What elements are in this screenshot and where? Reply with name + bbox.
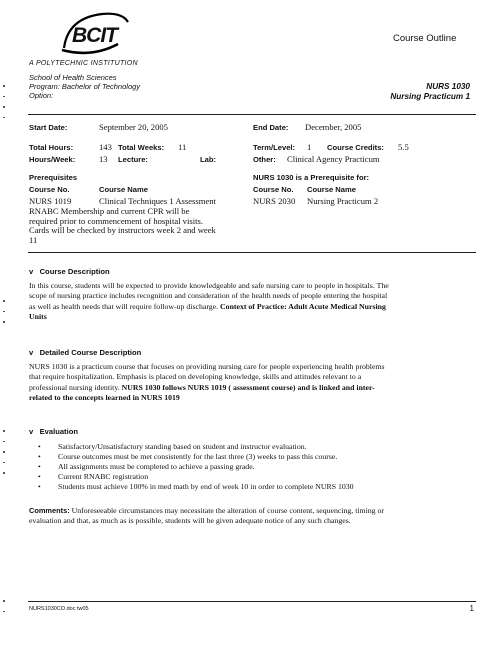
lecture-label: Lecture:: [118, 155, 148, 164]
section-title: Course Description: [39, 267, 110, 276]
evaluation-item-text: Satisfactory/Unsatisfactory standing based on student and instructor evaluation.: [58, 442, 307, 451]
footer-filename: NURS1030CO.doc tw05: [29, 606, 89, 612]
total-hours-label: Total Hours:: [29, 143, 74, 152]
course-heading: [390, 82, 470, 102]
evaluation-item: [38, 452, 468, 462]
evaluation-item: [38, 462, 468, 472]
linked-course-note: NURS 1030 follows NURS 1019 ( assessment course) and is linked and inter-: [121, 382, 375, 392]
prereq-col-course-name: Course Name: [99, 185, 148, 194]
prereq-for-col-course-name: Course Name: [307, 185, 356, 194]
prereq-course-no: NURS 1019: [29, 196, 72, 206]
margin-dots-mid: [3, 300, 7, 332]
total-weeks-label: Total Weeks:: [118, 143, 165, 152]
prereq-note-line: Cards will be checked by instructors week 2 and week: [29, 225, 216, 236]
evaluation-item-text: All assignments must be completed to achieve a passing grade.: [58, 462, 255, 471]
prereq-course-name: Clinical Techniques 1 Assessment: [99, 196, 216, 206]
school-name: School of Health Sciences: [29, 73, 117, 82]
comments-label: Comments:: [29, 506, 70, 515]
hours-week-label: Hours/Week:: [29, 155, 76, 164]
bullet: •: [38, 462, 41, 471]
section-title: Detailed Course Description: [39, 348, 142, 357]
linked-course-note-end: related to the concepts learned in NURS 1019: [29, 393, 180, 403]
term-level-value: 1: [307, 142, 312, 152]
prerequisites-title: Prerequisites: [29, 173, 78, 182]
paragraph-line: that require hospitalization. Emphasis is placed on developing knowledge, skills and attitudes relevant to a: [29, 372, 362, 382]
prereq-col-course-no: Course No.: [29, 185, 70, 194]
total-hours-value: 143: [99, 142, 112, 152]
bullet: •: [38, 452, 41, 461]
detailed-description-heading: [29, 348, 141, 357]
section-marker: v: [29, 267, 34, 276]
comments-block: [29, 506, 477, 527]
total-weeks-value: 11: [178, 142, 187, 152]
section-marker: v: [29, 348, 34, 357]
hours-week-value: 13: [99, 154, 108, 164]
prereq-for-title: NURS 1030 is a Prerequisite for:: [253, 173, 370, 182]
program-info: [29, 73, 140, 100]
paragraph-line: [29, 383, 477, 393]
bullet: •: [38, 472, 41, 481]
margin-dots-top: [3, 85, 7, 127]
comments-line: [29, 506, 477, 516]
evaluation-list: [38, 442, 468, 492]
footer-divider: [28, 601, 476, 602]
other-label: Other:: [253, 155, 276, 164]
course-description-body: [29, 281, 477, 323]
end-date-value: December, 2005: [305, 122, 362, 132]
comments-line: evaluation and that, as much as is possible, students will be given adequate notice of any such changes.: [29, 516, 351, 526]
prereq-note-line: RNABC Membership and current CPR will be: [29, 206, 190, 216]
margin-dots-low: [3, 430, 7, 483]
bullet: •: [38, 442, 41, 451]
prereq-for-col-course-no: Course No.: [253, 185, 294, 194]
evaluation-item: [38, 442, 468, 452]
section-marker: v: [29, 427, 34, 436]
context-of-practice-end: Units: [29, 312, 47, 322]
divider: [28, 114, 476, 115]
program-name: Program: Bachelor of Technology: [29, 82, 141, 91]
prereq-for-course-no: NURS 2030: [253, 196, 296, 206]
prereq-note: [29, 207, 216, 245]
doc-type-title: Course Outline: [393, 33, 457, 44]
detailed-description-body: [29, 362, 477, 404]
page-number: 1: [469, 604, 474, 613]
section-title: Evaluation: [39, 427, 78, 436]
course-credits-value: 5.5: [398, 142, 409, 152]
bullet: •: [38, 482, 41, 491]
tagline: A POLYTECHNIC INSTITUTION: [29, 60, 138, 67]
course-code: NURS 1030: [426, 82, 470, 91]
paragraph-text: as well as health needs that will require follow-up discharge.: [29, 301, 219, 311]
lab-label: Lab:: [200, 155, 217, 164]
other-value: Clinical Agency Practicum: [287, 154, 380, 164]
comments-text: Unforeseeable circumstances may necessitate the alteration of course content, sequencing, timing or: [71, 506, 385, 515]
margin-dots-bottom: [3, 600, 7, 621]
paragraph-line: scope of nursing practice includes recognition and consideration of the health needs of people entering the hospital: [29, 291, 388, 301]
prereq-note-line: 11: [29, 234, 38, 245]
evaluation-item: [38, 472, 468, 482]
evaluation-item-text: Current RNABC registration: [58, 472, 149, 481]
term-level-label: Term/Level:: [253, 143, 296, 152]
prereq-note-line: required prior to commencement of hospital visits.: [29, 215, 203, 226]
paragraph-text: professional nursing identity.: [29, 382, 120, 392]
evaluation-item: [38, 482, 468, 492]
paragraph-line: In this course, students will be expected to provide knowledgeable and safe nursing care to people in hospitals. The: [29, 281, 389, 290]
start-date-label: Start Date:: [29, 123, 68, 132]
option-label: Option:: [29, 91, 54, 100]
paragraph-line: [29, 302, 477, 312]
bcit-logo: [58, 8, 136, 60]
start-date-value: September 20, 2005: [99, 122, 168, 132]
divider: [28, 252, 476, 253]
course-credits-label: Course Credits:: [327, 143, 384, 152]
logo-text: BCIT: [72, 24, 117, 47]
context-of-practice: Context of Practice: Adult Acute Medical Nursing: [220, 301, 386, 311]
end-date-label: End Date:: [253, 123, 289, 132]
paragraph-line: NURS 1030 is a practicum course that focuses on providing nursing care for people experiencing health problems: [29, 362, 385, 371]
prereq-for-course-name: Nursing Practicum 2: [307, 196, 379, 206]
course-title: Nursing Practicum 1: [390, 92, 470, 101]
course-description-heading: [29, 267, 110, 276]
evaluation-item-text: Students must achieve 100% in med math by end of week 10 in order to complete NURS 1030: [58, 482, 354, 491]
evaluation-item-text: Course outcomes must be met consistently for the last three (3) weeks to pass this course.: [58, 452, 338, 461]
evaluation-heading: [29, 427, 78, 436]
